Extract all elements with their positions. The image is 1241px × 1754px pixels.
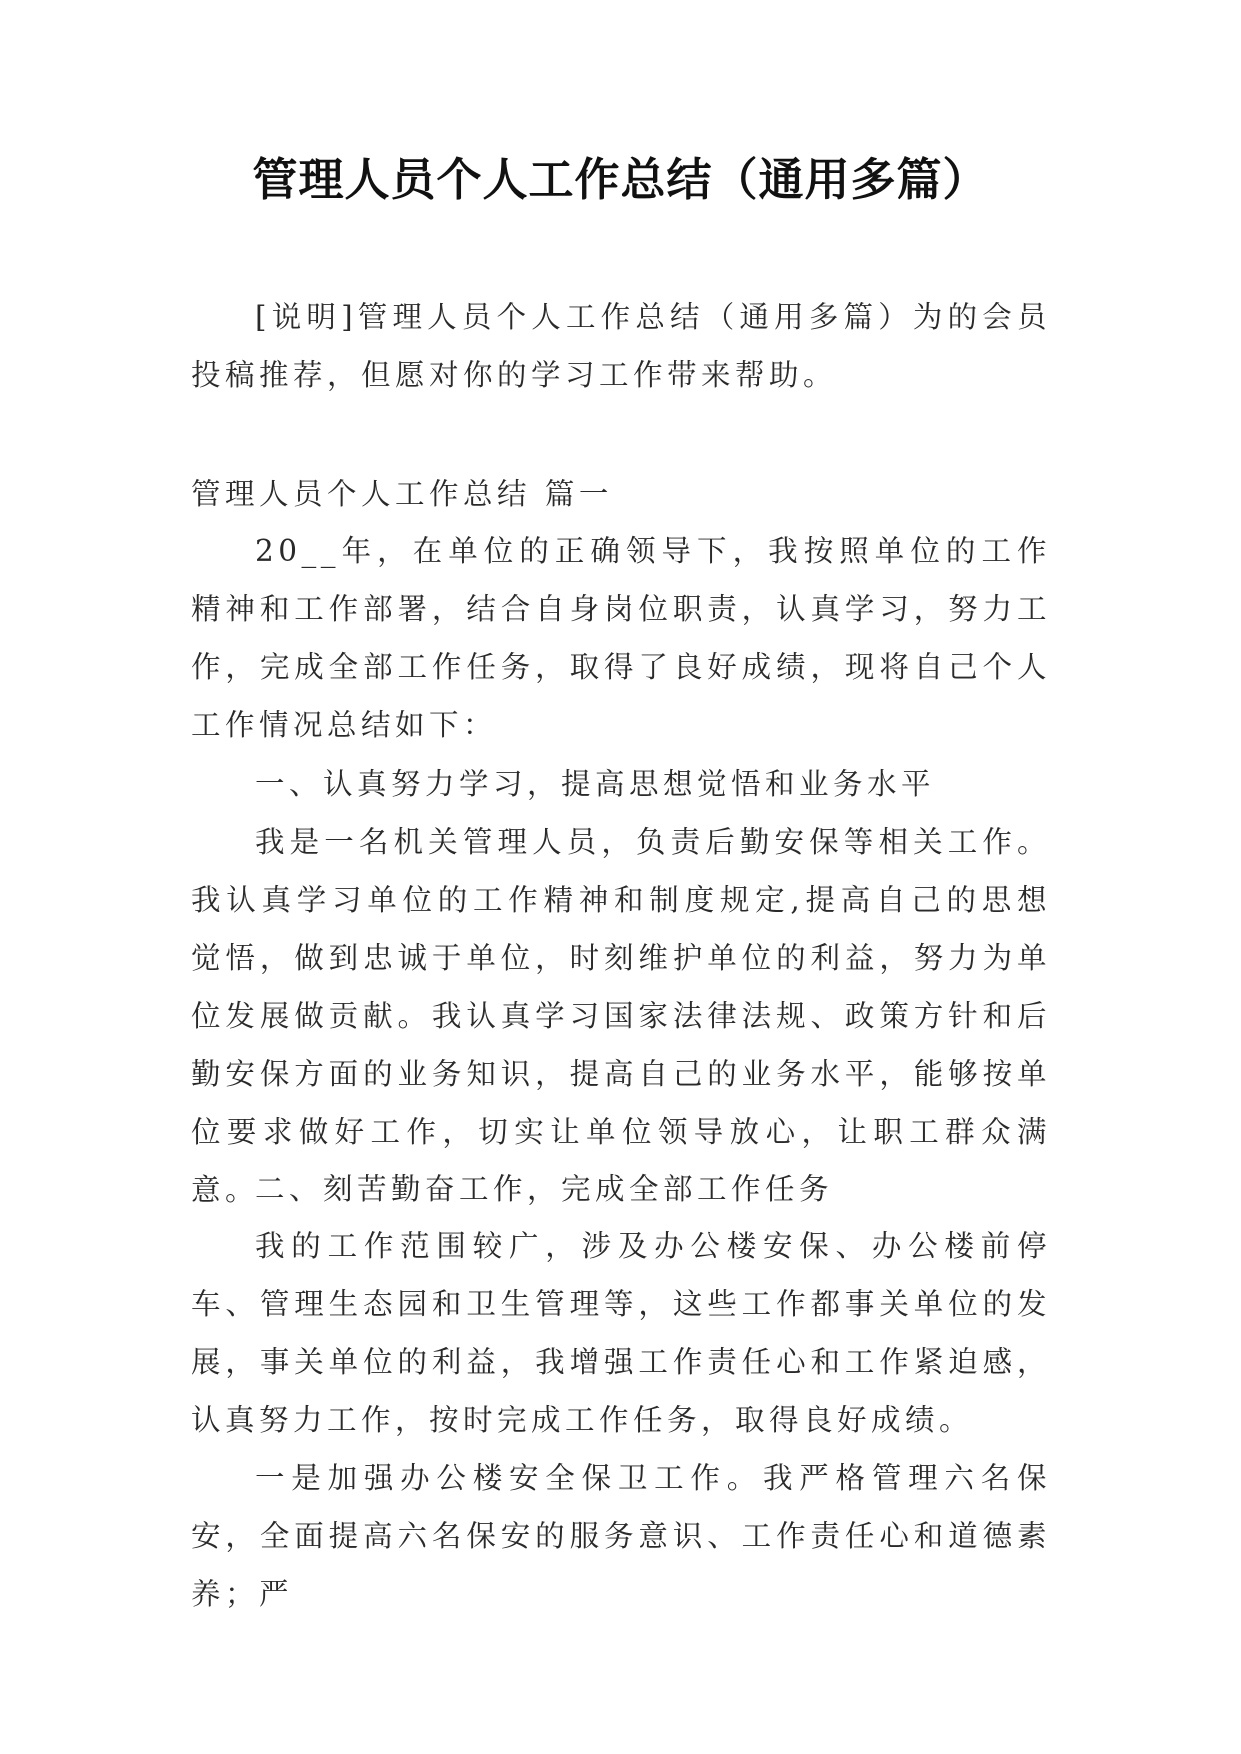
document-note: [说明]管理人员个人工作总结（通用多篇）为的会员投稿推荐，但愿对你的学习工作带来帮助。 [191, 300, 1051, 392]
document-title: 管理人员个人工作总结（通用多篇） [252, 153, 989, 206]
subheading-2: 二、刻苦勤奋工作，完成全部工作任务 [255, 1172, 834, 1206]
paragraph-security: 一是加强办公楼安全保卫工作。我严格管理六名保安，全面提高六名保安的服务意识、工作责任心和道德素养；严 [191, 1461, 1051, 1611]
paragraph-intro: 20__年，在单位的正确领导下，我按照单位的工作精神和工作部署，结合自身岗位职责，认真学习，努力工作，完成全部工作任务，取得了良好成绩，现将自己个人工作情况总结如下： [191, 534, 1051, 742]
paragraph-work-scope: 我的工作范围较广，涉及办公楼安保、办公楼前停车、管理生态园和卫生管理等，这些工作都事关单位的发展，事关单位的利益，我增强工作责任心和工作紧迫感，认真努力工作，按时完成工作任务，取得良好成绩。 [191, 1229, 1051, 1437]
paragraph-study: 我是一名机关管理人员，负责后勤安保等相关工作。我认真学习单位的工作精神和制度规定,提高自己的思想觉悟，做到忠诚于单位，时刻维护单位的利益，努力为单位发展做贡献。我认真学习国家法律法规、政策方针和后勤安保方面的业务知识，提高自己的业务水平，能够按单位要求做好工作，切实让单位领导放心，让职工群众满意。 [191, 825, 1051, 1207]
subheading-1: 一、认真努力学习，提高思想觉悟和业务水平 [255, 767, 936, 801]
section-title: 管理人员个人工作总结 篇一 [191, 477, 613, 511]
